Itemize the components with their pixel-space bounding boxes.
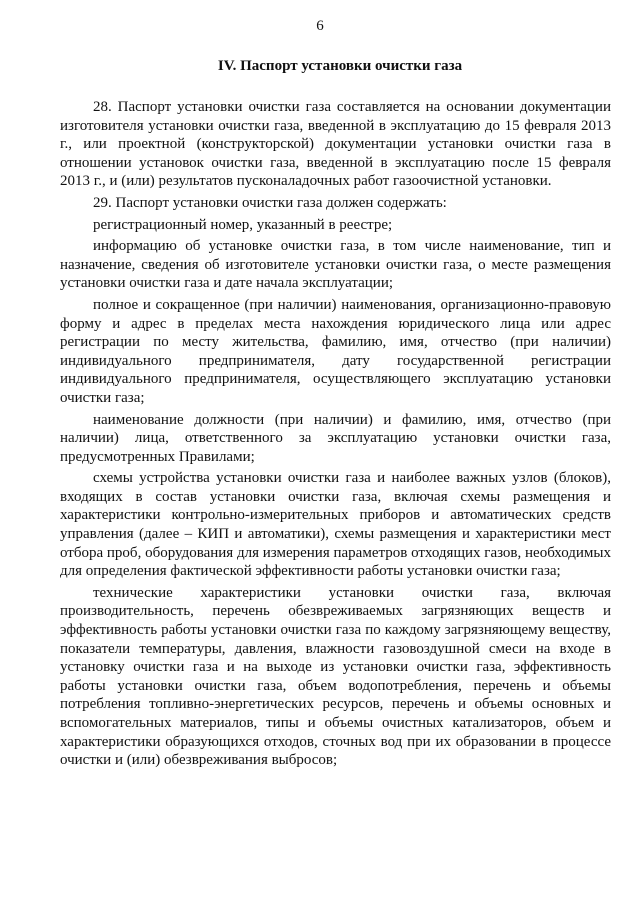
list-item-operator-info: полное и сокращенное (при наличии) наименования, организационно-правовую форму и адрес в пределах места нахождения юридического лица или адрес регистрации по месту жительства, фамилию, имя, отчество (при наличии) индивидуального предпринимателя, дату государственной регистрации индивидуального предпринимателя, осуществляющего эксплуатацию установки очистки газа; <box>60 296 611 406</box>
list-item-installation-info: информацию об установке очистки газа, в том числе наименование, тип и назначение, сведения об изготовителе установки очистки газа, о месте размещения установки очистки газа и дате начала эксплуатации; <box>60 238 611 292</box>
list-item-responsible-person: наименование должности (при наличии) и фамилию, имя, отчество (при наличии) лица, ответственного за эксплуатацию установки очистки газа, предусмотренных Правилами; <box>60 411 611 465</box>
list-item-technical-characteristics: технические характеристики установки очистки газа, включая производительность, перечень обезвреживаемых загрязняющих веществ и эффективность работы установки очистки газа по каждому загрязняющему веществу, показатели температуры, давления, влажности газовоздушной смеси на входе в установку очистки газа и на выходе из установки очистки газа, эффективность работы установки очистки газа, объем водопотребления, перечень и объемы потребления топливно-энергетических ресурсов, перечень и объемы основных и вспомогательных материалов, типы и объемы очистных катализаторов, объем и характеристики образующихся отходов, сточных вод при их образовании в процессе очистки и (или) обезвреживания выбросов; <box>60 584 611 769</box>
list-item-registration-number: регистрационный номер, указанный в реестре; <box>93 216 393 233</box>
section-title: IV. Паспорт установки очистки газа <box>217 58 463 74</box>
paragraph-29: 29. Паспорт установки очистки газа должен содержать: <box>93 194 447 211</box>
paragraph-28: 28. Паспорт установки очистки газа составляется на основании документации изготовителя установки очистки газа, введенной в эксплуатацию до 15 февраля 2013 г., или проектной (конструкторской) документации установки очистки газа в отношении установок очистки газа, введенной в эксплуатацию после 15 февраля 2013 г., и (или) результатов пусконаладочных работ газоочистной установки. <box>60 99 611 190</box>
page-number: 6 <box>316 18 324 34</box>
list-item-schemes: схемы устройства установки очистки газа и наиболее важных узлов (блоков), входящих в состав установки очистки газа, включая схемы размещения и характеристики контрольно-измерительных приборов и автоматических средств управления (далее – КИП и автоматики), схемы размещения и характеристики мест отбора проб, оборудования для измерения параметров отходящих газов, необходимых для определения фактической эффективности работы установки очистки газа; <box>60 470 611 580</box>
document-body <box>60 98 611 773</box>
